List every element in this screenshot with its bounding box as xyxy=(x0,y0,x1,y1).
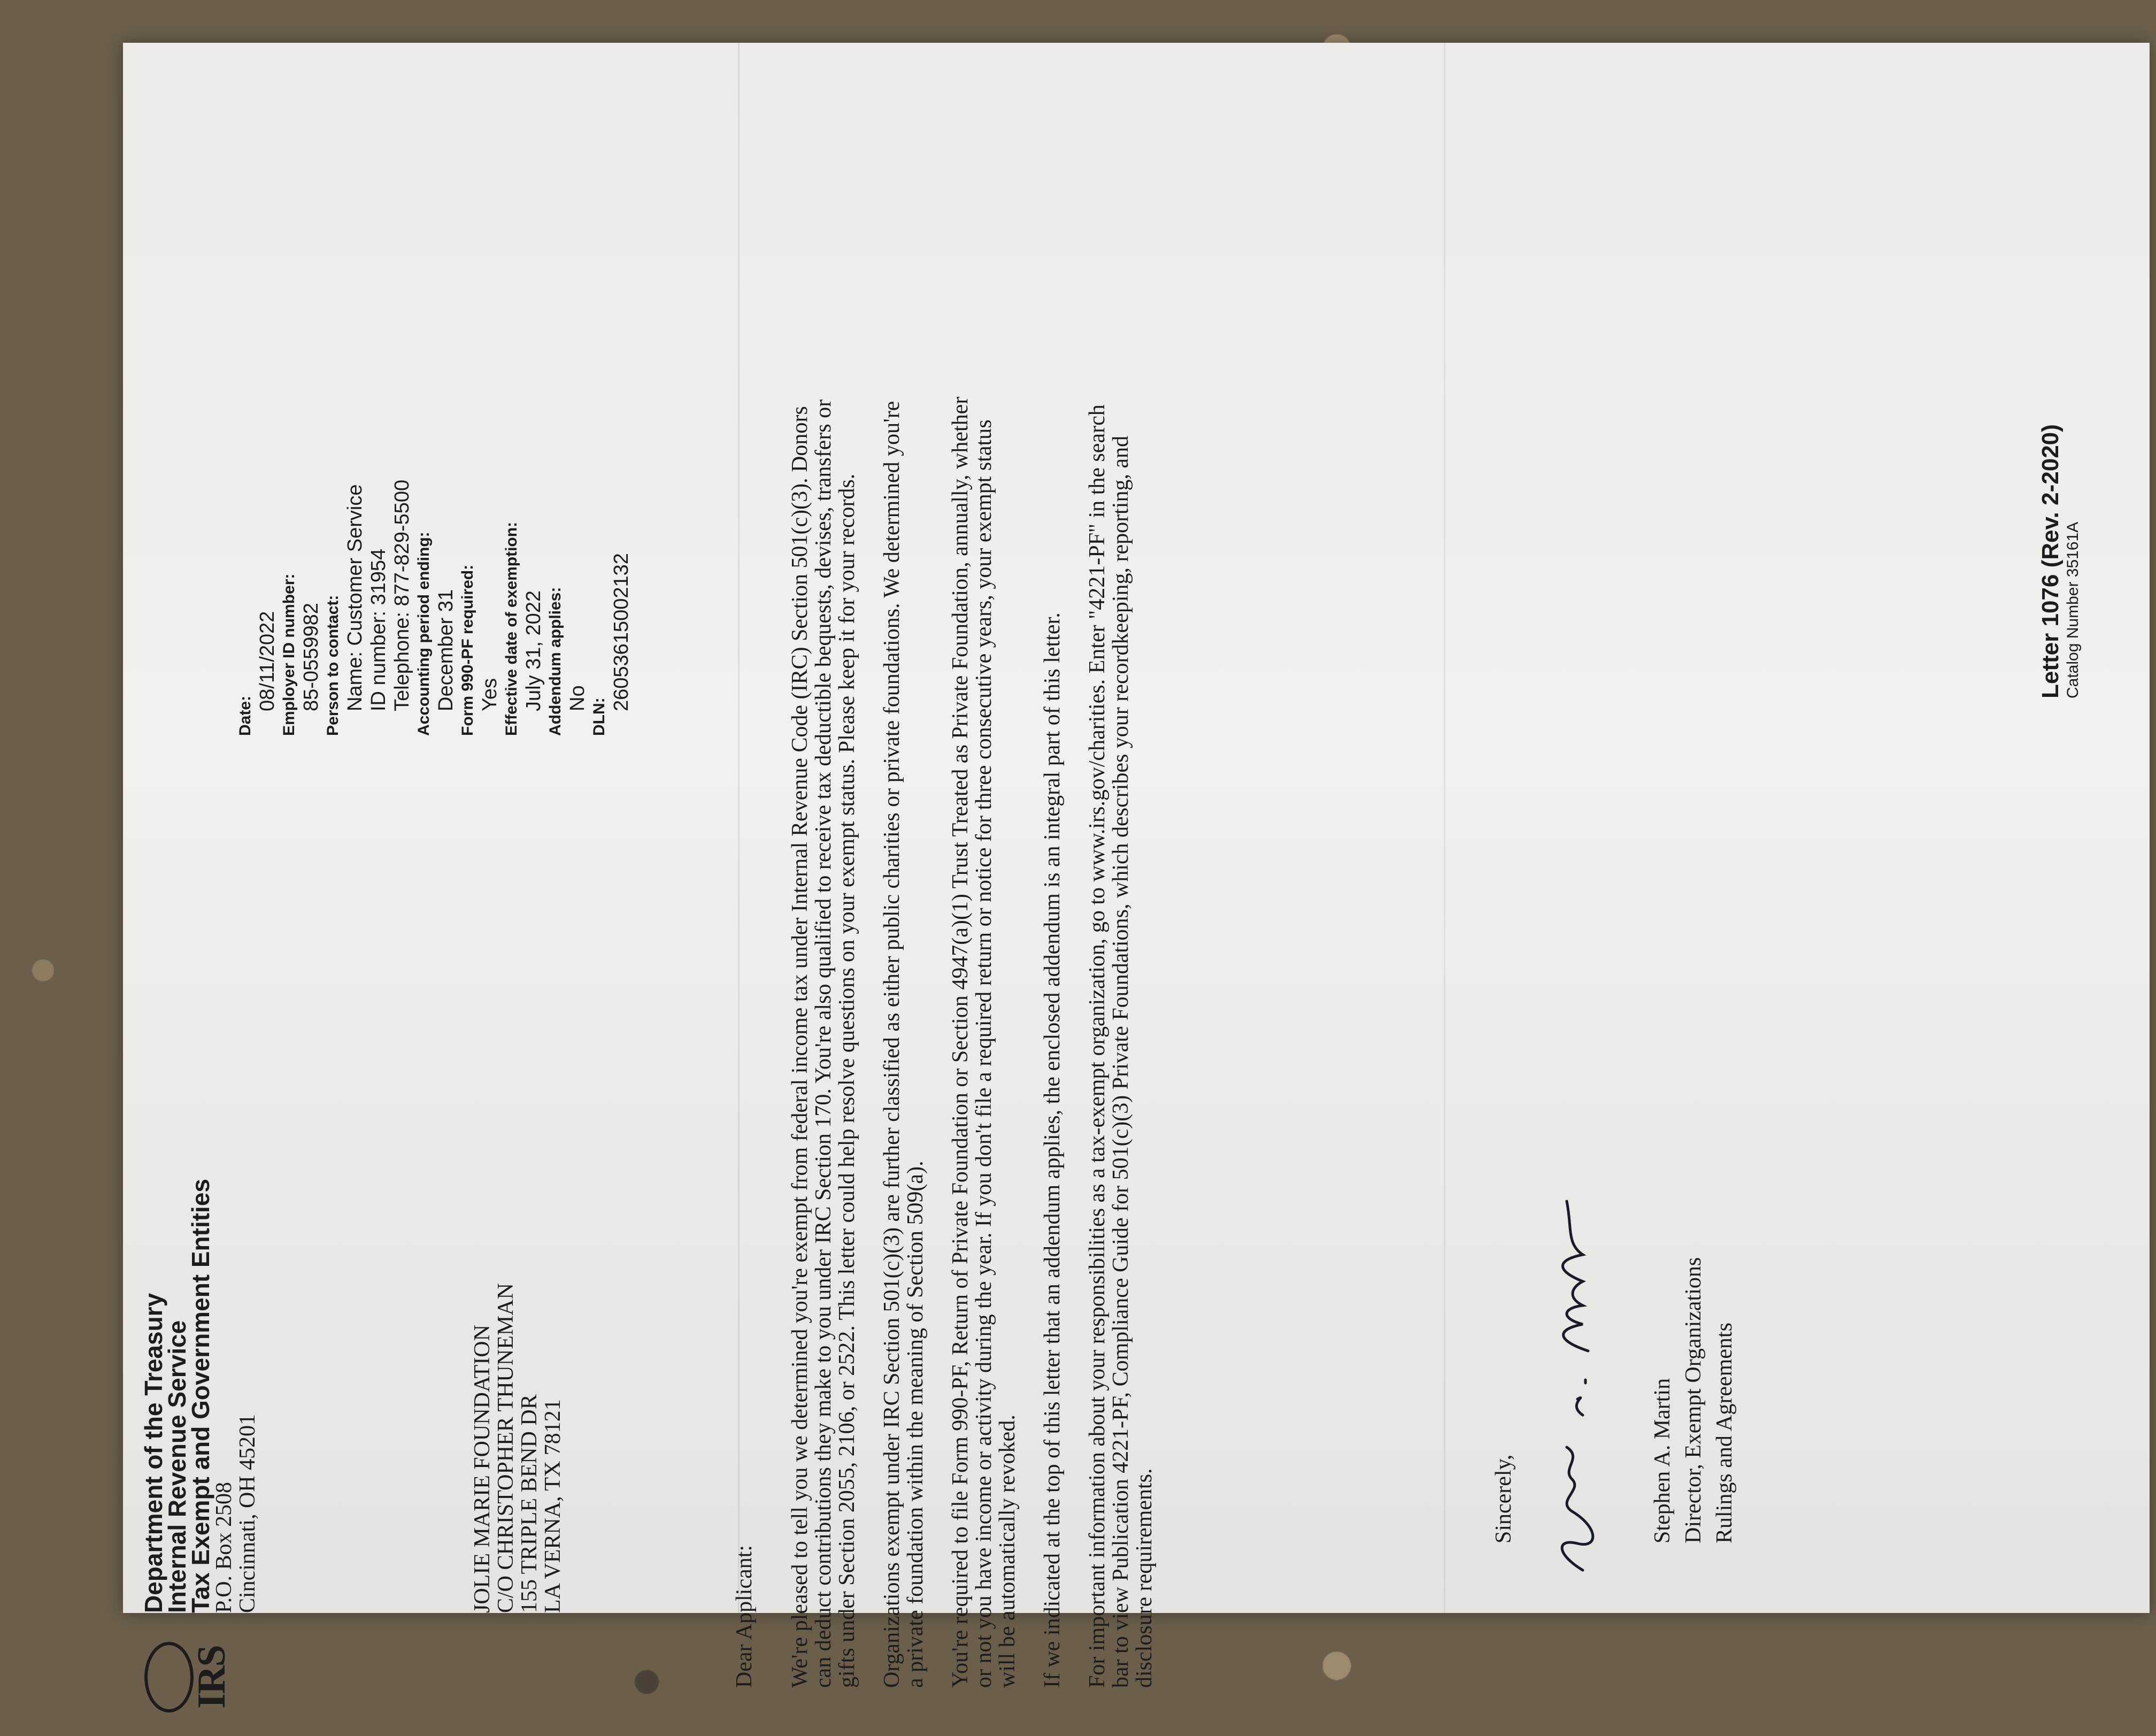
recipient-line-4: LA VERNA, TX 78121 xyxy=(541,1399,565,1613)
dln-label: DLN: xyxy=(590,697,608,736)
agency-line-1: Department of the Treasury xyxy=(140,1293,167,1613)
addendum-label: Addendum applies: xyxy=(546,587,564,736)
effective-value: July 31, 2022 xyxy=(522,590,545,711)
irs-logo-text: IRS xyxy=(190,1646,234,1709)
signer-title-2: Rulings and Agreements xyxy=(1712,1323,1737,1543)
period-label: Accounting period ending: xyxy=(415,532,433,736)
dln-value: 26053615002132 xyxy=(610,553,633,711)
date-value: 08/11/2022 xyxy=(256,611,279,711)
closing: Sincerely, xyxy=(1491,1454,1516,1543)
signer-name: Stephen A. Martin xyxy=(1650,1378,1675,1543)
effective-label: Effective date of exemption: xyxy=(503,521,520,736)
letter-footer xyxy=(2037,424,2082,698)
eagle-seal-icon xyxy=(144,1642,194,1712)
letter-body xyxy=(733,394,1177,1688)
contact-name: Name: Customer Service xyxy=(344,484,366,711)
contact-phone: Telephone: 877-829-5500 xyxy=(391,479,413,711)
recipient-line-2: C/O CHRISTOPHER THUNEMAN xyxy=(494,1283,518,1613)
letter-number: Letter 1076 (Rev. 2-2020) xyxy=(2037,424,2063,698)
agency-city: Cincinnati, OH 45201 xyxy=(235,1414,260,1613)
body-paragraph-1: We're pleased to tell you we determined you're exempt from federal income tax under Internal Revenue Code (IRC) Section 501(c)(3). Donors can deduct contributions they make to you under IRC Section 170. You're also qualified to receive tax deductible bequests, devises, transfers or gifts under Section 2055, 2106, or 2522. This letter could help resolve questions on your exempt status. Please keep it for your records. xyxy=(788,399,859,1688)
letter-info-block xyxy=(235,351,633,736)
recipient-address xyxy=(471,1283,565,1613)
agency-line-3: Tax Exempt and Government Entities xyxy=(187,1178,214,1613)
body-paragraph-4: If we indicated at the top of this letter that an addendum applies, the enclosed addendum is an integral part of this letter. xyxy=(1040,612,1065,1688)
ein-label: Employer ID number: xyxy=(280,573,298,736)
salutation: Dear Applicant: xyxy=(732,1545,757,1688)
letter-paper xyxy=(123,43,2150,1709)
ein-value: 85-0559982 xyxy=(300,603,322,711)
period-value: December 31 xyxy=(435,589,457,711)
contact-id: ID number: 31954 xyxy=(367,548,390,711)
addendum-value: No xyxy=(566,685,589,711)
signer-block xyxy=(1647,1257,1740,1543)
body-paragraph-5: For important information about your responsibilities as a tax-exempt organization, go to www.irs.gov/charities. Enter "4221-PF" in the search bar to view Publication 4221-PF, Compliance Guide for 501(c)(3) Private Foundations, which describes your recordkeeping, reporting, and disclosure requirements. xyxy=(1085,404,1157,1688)
date-label: Date: xyxy=(236,695,254,736)
signer-title-1: Director, Exempt Organizations xyxy=(1681,1257,1706,1543)
body-paragraph-3: You're required to file Form 990-PF, Return of Private Foundation or Section 4947(a)(1) Trust Treated as Private Foundation, annually, whether or not you have income or activity during the year. If you don't file a required return or notice for three consecutive years, your exempt status will be automatically revoked. xyxy=(948,396,1020,1688)
agency-po-box: P.O. Box 2508 xyxy=(212,1481,236,1613)
form-label: Form 990-PF required: xyxy=(459,564,476,736)
body-paragraph-2: Organizations exempt under IRC Section 501(c)(3) are further classified as either public charities or private foundations. We determined you're a private foundation within the meaning of Section 509(a). xyxy=(880,401,928,1688)
recipient-line-1: JOLIE MARIE FOUNDATION xyxy=(470,1325,495,1613)
agency-line-2: Internal Revenue Service xyxy=(163,1320,191,1613)
catalog-number: Catalog Number 35161A xyxy=(2064,521,2082,698)
agency-header xyxy=(142,1179,259,1613)
form-value: Yes xyxy=(479,678,501,711)
irs-logo xyxy=(144,1618,234,1736)
handwritten-signature xyxy=(1535,1190,1610,1576)
contact-label: Person to contact: xyxy=(324,595,342,736)
letter-content xyxy=(123,43,2150,1709)
recipient-line-3: 155 TRIPLE BEND DR xyxy=(517,1394,542,1613)
